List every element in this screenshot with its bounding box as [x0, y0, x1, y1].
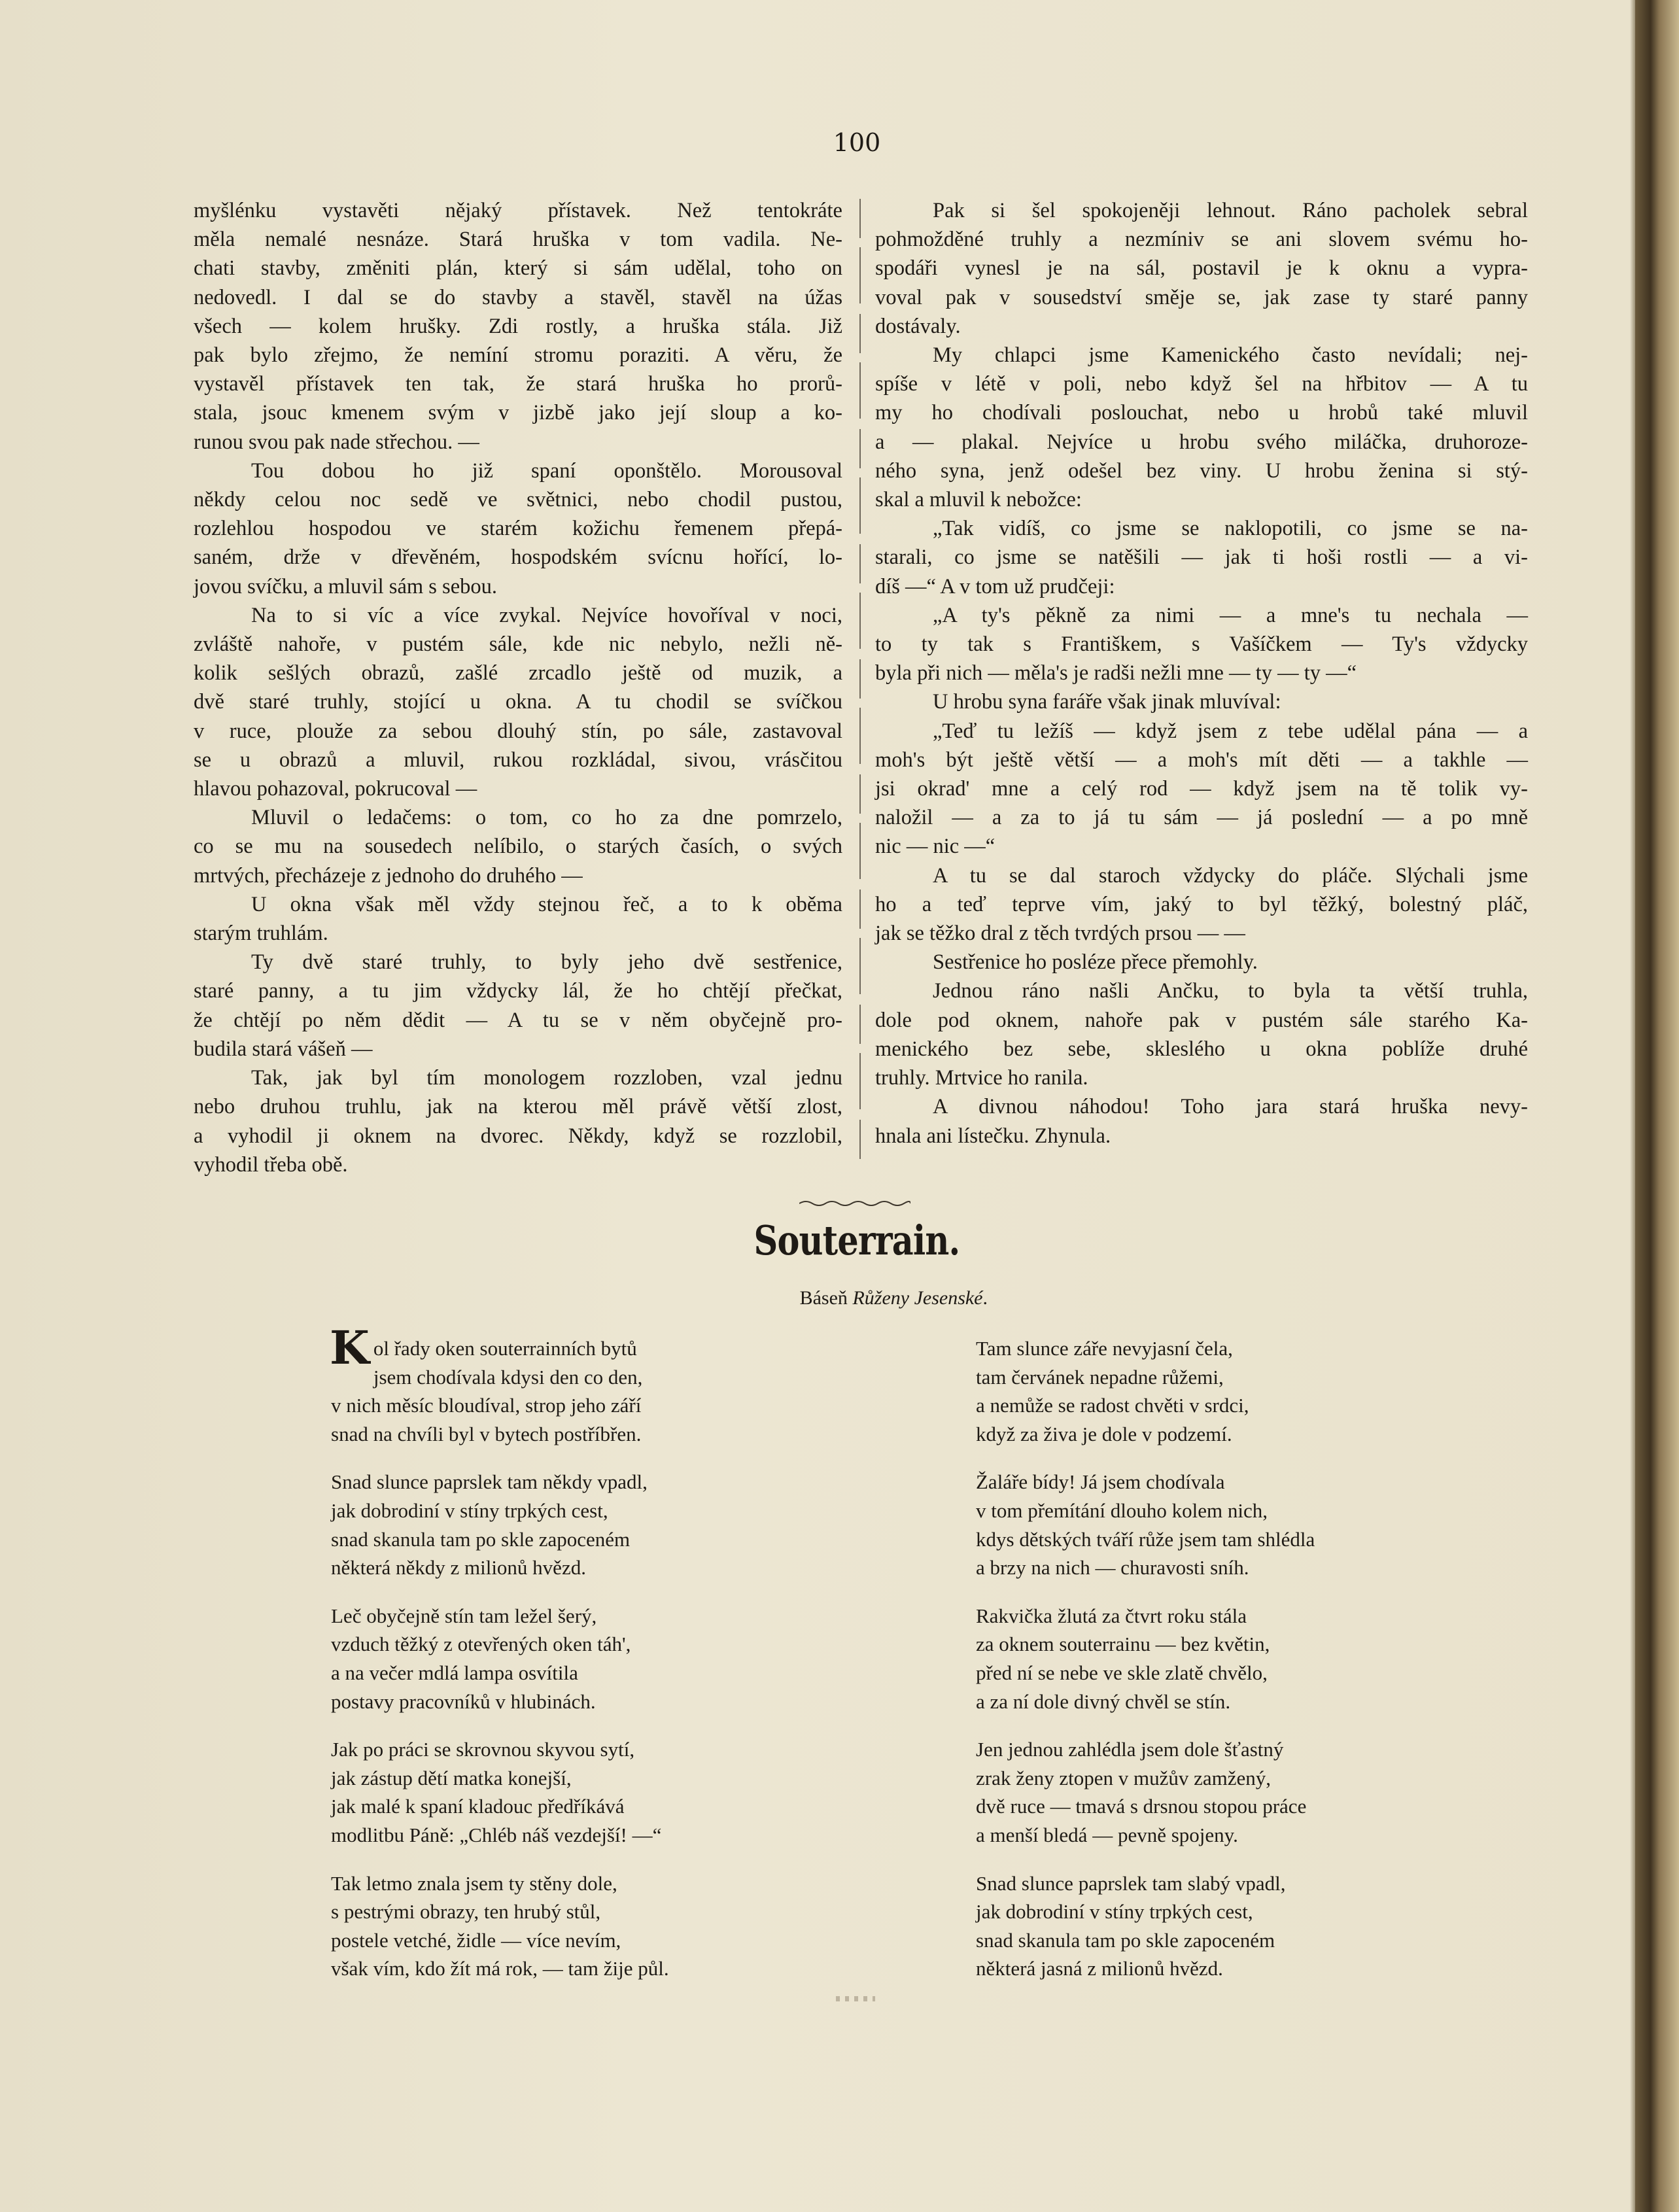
paragraph [194, 1063, 842, 1179]
text-line: truhly. Mrtvice ho ranila. [875, 1066, 1088, 1090]
text-line: U okna však měl vždy stejnou řeč, a to k oběma [251, 892, 842, 916]
byline-author: Růženy Jesenské [852, 1287, 983, 1309]
paragraph [875, 976, 1528, 1092]
text-line: nic — nic —“ [875, 835, 995, 859]
poem-line: Rakvička žlutá za čtvrt roku stála [976, 1604, 1247, 1627]
text-line: Na to si víc a více zvykal. Nejvíce hovoříval v noci, [251, 603, 842, 627]
poem-stanza [976, 1334, 1460, 1448]
paragraph [875, 717, 1528, 861]
article-column-left [194, 196, 842, 1179]
poem-line: tam červánek nepadne růžemi, [976, 1365, 1224, 1389]
text-line: my ho chodívali poslouchat, nebo u hrobů také mluvil [875, 401, 1528, 425]
poem-line: jsem chodívala kdysi den co den, [373, 1365, 643, 1389]
poem-line: jak dobrodiní v stíny trpkých cest, [976, 1900, 1253, 1924]
paragraph [875, 514, 1528, 601]
text-line: moh's být ještě větší — a moh's mít děti — a takhle — [875, 748, 1528, 772]
text-line: byla při nich — měla's je radši nežli mne — ty — ty —“ [875, 661, 1357, 685]
page-gutter-shadow [1630, 0, 1635, 2212]
text-line: nedovedl. I dal se do stavby a stavěl, stavěl na úžas [194, 285, 842, 309]
text-line: v ruce, plouže za sebou dlouhý stín, po sále, zastavoval [194, 719, 842, 743]
text-line: „Teď tu ležíš — když jsem z tebe udělal pána — a [933, 719, 1528, 743]
text-line: kolik sešlých obrazů, zašlé zrcadlo ještě od muzik, a [194, 661, 842, 685]
text-line: Pak si šel spokojeněji lehnout. Ráno pacholek sebral [933, 199, 1528, 222]
text-line: měla nemalé nesnáze. Stará hruška v tom vadila. Ne- [194, 228, 842, 252]
poem-line: a brzy na nich — churavosti sníh. [976, 1556, 1249, 1580]
text-line: skal a mluvil k nebožce: [875, 488, 1082, 512]
poem-line: a za ní dole divný chvěl se stín. [976, 1689, 1231, 1713]
text-line: spíše v létě v poli, nebo když šel na hřbitov — A tu [875, 372, 1528, 396]
print-mark [836, 1996, 875, 2001]
poem-line: snad na chvíli byl v bytech postříbřen. [331, 1422, 642, 1445]
poem-first-line [330, 1321, 815, 1375]
paragraph [194, 948, 842, 1063]
text-line: ného syna, jenž odešel bez viny. U hrobu ženina si stý- [875, 458, 1528, 483]
poem-stanza [331, 1869, 815, 1983]
poem-line: některá jasná z milionů hvězd. [976, 1957, 1223, 1980]
text-line: starali, co jsme se natěšili — jak ti hoši rostli — a vi- [875, 545, 1528, 570]
text-line: budila stará vášeň — [194, 1037, 373, 1061]
text-line: rozlehlou hospodou ve starém kožichu řemenem přepá- [194, 517, 842, 541]
poem-line: postavy pracovníků v hlubinách. [331, 1689, 596, 1713]
poem-line: Snad slunce paprslek tam někdy vpadl, [331, 1470, 648, 1494]
text-line: Jednou ráno našli Ančku, to byla ta větší truhla, [933, 979, 1528, 1003]
text-line: dostávaly. [875, 314, 961, 338]
column-divider [859, 199, 861, 1160]
text-line: hnala ani lístečku. Zhynula. [875, 1124, 1111, 1148]
poem-column-left [330, 1321, 815, 2003]
poem-line: a menší bledá — pevně spojeny. [976, 1823, 1238, 1846]
poem-line: vzduch těžký z otevřených oken táh', [331, 1633, 631, 1656]
text-line: nebo druhou truhlu, jak na kterou měl právě větší zlost, [194, 1095, 842, 1119]
poem-stanza [976, 1468, 1460, 1581]
drop-cap: K [330, 1321, 370, 1375]
poem-line: a nemůže se radost chvěti v srdci, [976, 1394, 1249, 1417]
poem-line: jak dobrodiní v stíny trpkých cest, [331, 1498, 608, 1522]
poem-line: před ní se nebe ve skle zlatě chvělo, [976, 1661, 1268, 1684]
text-line: spodáři vynesl je na sál, postavil je k oknu a vypra- [875, 256, 1528, 281]
poem-line: jak zástup dětí matka konejší, [331, 1766, 572, 1789]
poem-line: zrak ženy ztopen v mužův zamžený, [976, 1766, 1272, 1789]
text-line: A tu se dal staroch vždycky do pláče. Slýchali jsme [933, 863, 1528, 888]
poem-stanza [331, 1735, 815, 1849]
byline-prefix: Báseň [799, 1287, 848, 1309]
poem-line: postele vetché, židle — více nevím, [331, 1928, 621, 1952]
text-line: jsi okrad' mne a celý rod — když jsem na tě tolik vy- [875, 777, 1528, 801]
poem-line: dvě ruce — tmavá s drsnou stopou práce [976, 1795, 1307, 1818]
first-line-text: ol řady oken souterrainních bytů [373, 1337, 637, 1360]
text-line: Mluvil o ledačems: o tom, co ho za dne pomrzelo, [251, 806, 842, 830]
text-line: to ty tak s Františkem, s Vašíčkem — Ty's vždycky [875, 632, 1528, 657]
text-line: starým truhlám. [194, 922, 328, 946]
text-line: mrtvých, přecházeje z jednoho do druhého — [194, 863, 583, 888]
paragraph [194, 803, 842, 890]
text-line: A divnou náhodou! Toho jara stará hruška nevy- [933, 1095, 1528, 1119]
paragraph [194, 196, 842, 457]
poem-line: modlitbu Páně: „Chléb náš vezdejší! —“ [331, 1823, 662, 1846]
text-line: díš —“ A v tom už prudčeji: [875, 574, 1115, 598]
text-line: že chtějí po něm dědit — A tu se v něm obyčejně pro- [194, 1008, 842, 1032]
text-line: My chlapci jsme Kamenického často nevídali; nej- [933, 343, 1528, 368]
poem-stanza [976, 1735, 1460, 1849]
text-line: „Tak vidíš, co jsme se naklopotili, co jsme se na- [933, 517, 1528, 541]
poem-byline [719, 1287, 988, 1309]
text-line: vyhodil třeba obě. [194, 1152, 348, 1177]
text-line: a — plakal. Nejvíce u hrobu svého miláčka, druhoroze- [875, 430, 1528, 454]
poem-title: Souterrain. [753, 1217, 960, 1264]
text-line: runou svou pak nade střechou. — [194, 430, 479, 454]
text-line: Ty dvě staré truhly, to byly jeho dvě sestřenice, [251, 950, 842, 975]
text-line: jak se těžko dral z těch tvrdých prsou — — [875, 922, 1245, 946]
text-line: saném, drže v dřevěném, hospodském svícnu hořící, lo- [194, 545, 842, 570]
poem-line: Tak letmo znala jsem ty stěny dole, [331, 1871, 617, 1895]
poem-line: s pestrými obrazy, ten hrubý stůl, [331, 1900, 601, 1924]
poem-line: Snad slunce paprslek tam slabý vpadl, [976, 1871, 1286, 1895]
poem-line: jak malé k spaní kladouc předříkává [331, 1795, 625, 1818]
section-ornament [799, 1198, 910, 1209]
poem-line: Leč obyčejně stín tam ležel šerý, [331, 1604, 597, 1627]
text-line: naložil — a za to já tu sám — já poslední — a po mně [875, 806, 1528, 830]
poem-stanza [330, 1321, 815, 1448]
text-line: zvláště nahoře, v pustém sále, kde nic nebylo, nežli ně- [194, 632, 842, 657]
book-edge [1635, 0, 1679, 2212]
text-line: vystavěl přístavek ten tak, že stará hruška ho prorů- [194, 372, 842, 396]
poem-line: však vím, kdo žít má rok, — tam žije půl. [331, 1957, 669, 1980]
poem-line: Žaláře bídy! Já jsem chodívala [976, 1470, 1225, 1494]
paragraph [875, 1092, 1528, 1150]
poem-line: Jen jednou zahlédla jsem dole šťastný [976, 1738, 1284, 1761]
text-line: Tak, jak byl tím monologem rozzloben, vzal jednu [251, 1066, 842, 1090]
paragraph [875, 341, 1528, 514]
paragraph [875, 196, 1528, 341]
text-line: někdy celou noc sedě ve světnici, nebo chodil pustou, [194, 488, 842, 512]
text-line: voval pak v sousedství směje se, jak zase ty staré panny [875, 285, 1528, 309]
text-line: Sestřenice ho posléze přece přemohly. [933, 950, 1258, 975]
poem-line: Jak po práci se skrovnou skyvou sytí, [331, 1738, 635, 1761]
poem-line: některá někdy z milionů hvězd. [331, 1556, 586, 1580]
text-line: všech — kolem hrušky. Zdi rostly, a hruška stála. Již [194, 314, 842, 338]
poem-line: snad skanula tam po skle zapoceném [976, 1928, 1275, 1952]
poem-line: v nich měsíc bloudíval, strop jeho září [331, 1394, 642, 1417]
text-line: pak bylo zřejmo, že nemíní stromu poraziti. A věru, že [194, 343, 842, 368]
text-line: Tou dobou ho již spaní oponštělo. Morousoval [251, 458, 842, 483]
text-line: chati stavby, změniti plán, který si sám udělal, toho on [194, 256, 842, 281]
paragraph [875, 687, 1528, 716]
poem-line: kdys dětských tváří růže jsem tam shlédla [976, 1527, 1315, 1551]
text-line: staré panny, a tu jim vždycky lál, že ho chtějí přečkat, [194, 979, 842, 1003]
text-line: stala, jsouc kmenem svým v jizbě jako její sloup a ko- [194, 401, 842, 425]
poem-line: za oknem souterrainu — bez květin, [976, 1633, 1270, 1656]
page-number: 100 [833, 128, 881, 157]
text-line: menického bez sebe, skleslého u okna poblíže druhé [875, 1037, 1528, 1061]
text-line: ho a teď teprve vím, jaký to byl těžký, bolestný pláč, [875, 892, 1528, 916]
paragraph [194, 601, 842, 803]
poem-column-right [976, 1334, 1460, 2003]
text-line: hlavou pohazoval, pokrucoval — [194, 777, 477, 801]
poem-stanza [976, 1869, 1460, 1983]
poem-stanza [331, 1602, 815, 1716]
paragraph [194, 457, 842, 601]
poem-line: a na večer mdlá lampa osvítila [331, 1661, 578, 1684]
text-line: „A ty's pěkně za nimi — a mne's tu nechala — [933, 603, 1528, 627]
text-line: myšlénku vystavěti nějaký přístavek. Než tentokráte [194, 199, 842, 222]
poem-line: v tom přemítání dlouho kolem nich, [976, 1498, 1268, 1522]
poem-stanza [331, 1468, 815, 1581]
text-line: a vyhodil ji oknem na dvorec. Někdy, když se rozzlobil, [194, 1124, 842, 1148]
paragraph [875, 861, 1528, 948]
text-line: U hrobu syna faráře však jinak mluvíval: [933, 690, 1281, 714]
paragraph [194, 890, 842, 948]
paragraph [875, 948, 1528, 976]
poem-line: Tam slunce záře nevyjasní čela, [976, 1337, 1233, 1360]
paragraph [875, 601, 1528, 688]
poem-line: snad skanula tam po skle zapoceném [331, 1527, 631, 1551]
poem-line: když za živa je dole v podzemí. [976, 1422, 1232, 1445]
poem-stanza [976, 1602, 1460, 1716]
article-column-right [875, 196, 1528, 1150]
text-line: se u obrazů a mluvil, rukou rozkládal, sivou, vrásčitou [194, 748, 842, 772]
text-line: dole pod oknem, nahoře pak v pustém sále starého Ka- [875, 1008, 1528, 1032]
text-line: jovou svíčku, a mluvil sám s sebou. [194, 574, 497, 598]
text-line: co se mu na sousedech nelíbilo, o starých časích, o svých [194, 835, 842, 859]
byline-suffix: . [982, 1287, 988, 1309]
text-line: pohmožděné truhly a nezmíniv se ani slovem svému ho- [875, 228, 1528, 252]
text-line: dvě staré truhly, stojící u okna. A tu chodil se svíčkou [194, 690, 842, 714]
first-stanza-rest [331, 1363, 815, 1449]
